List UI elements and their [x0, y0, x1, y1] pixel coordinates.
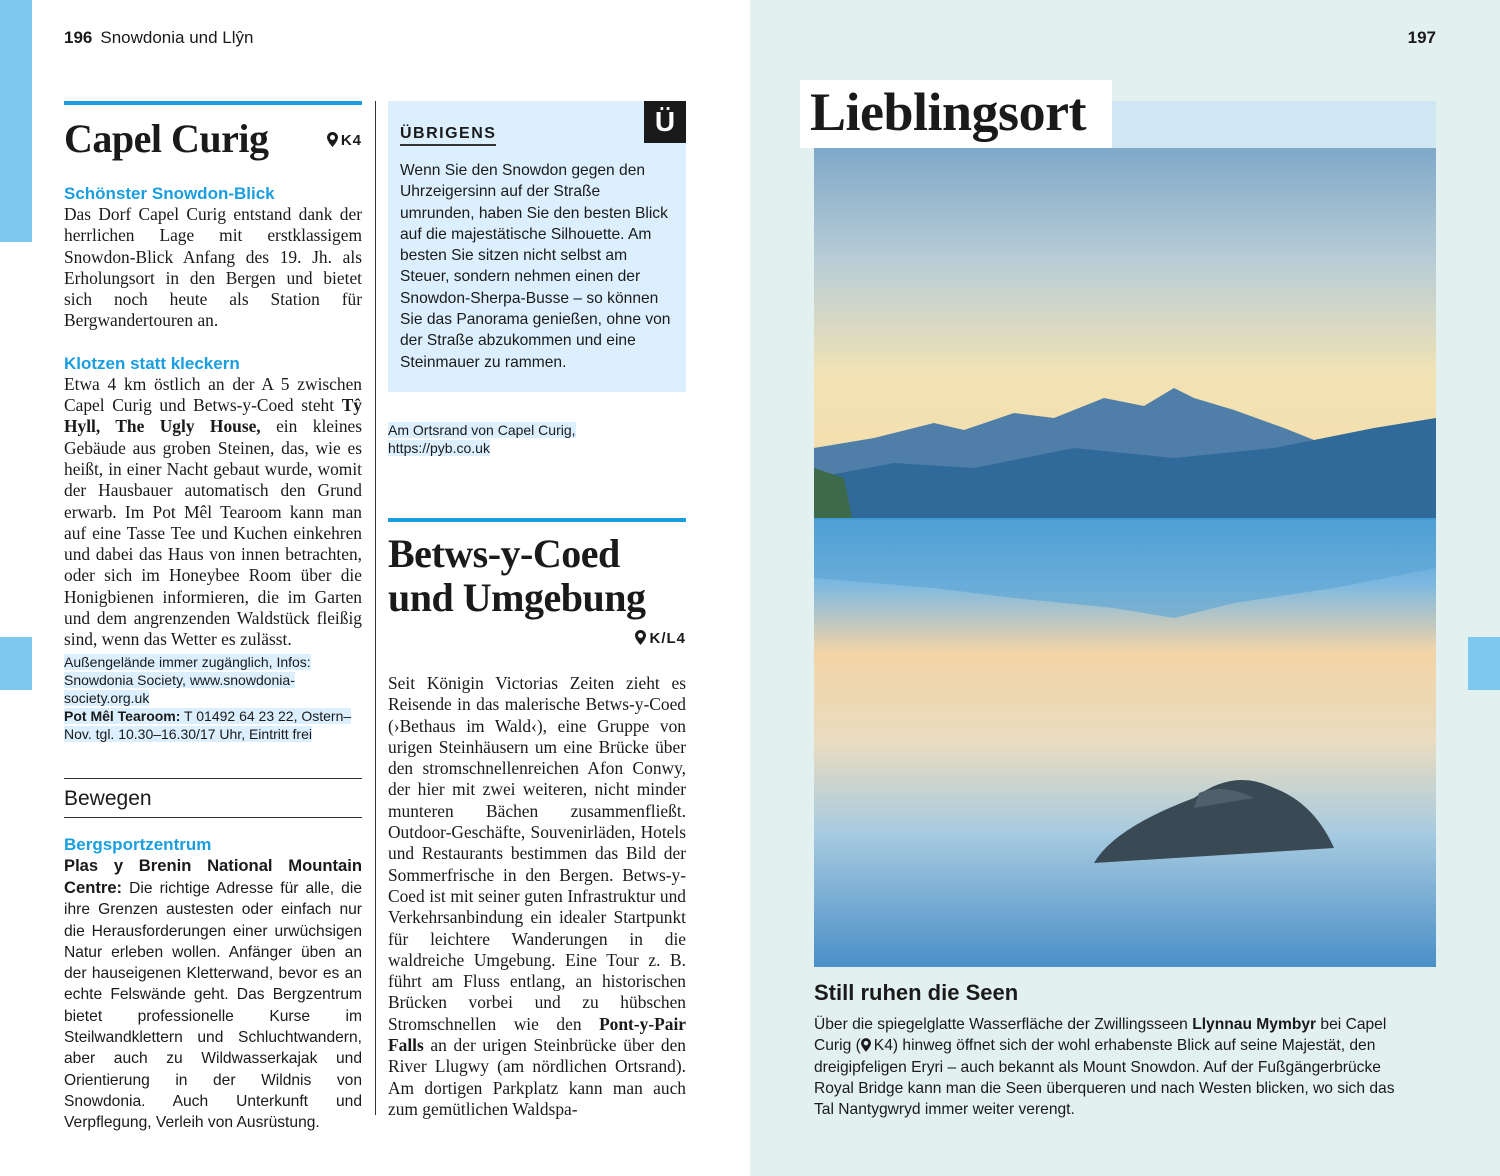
box-heading: ÜBRIGENS [400, 125, 496, 146]
capel-curig-section [64, 101, 362, 1134]
subhead: Bergsportzentrum [64, 834, 212, 854]
chapter-tab [1468, 637, 1500, 690]
info-block: Am Ortsrand von Capel Curig, https://pyb.co.uk [388, 422, 576, 457]
paragraph: Etwa 4 km östlich an der A 5 zwischen Capel Curig und Betws-y-Coed steht Tŷ Hyll, The Ugly House, ein kleines Gebäude aus groben Steinen, das, wie es heißt, in einer Nacht gebaut wurde, womit der Hausbauer automatisch den Grund erwarb. Im Pot Mêl Tearoom kann man auf eine Tasse Tee und Kuchen einkehren und dabei das Haus von innen betrachten, oder sich im Honeybee Room über die Honigbienen informieren, die im Garten und dem angrenzenden Waldstück fleißig sind, wenn das Wetter es zulässt. [64, 373, 363, 650]
chapter-title: Snowdonia und Llŷn [100, 28, 254, 47]
section-title: Betws-y-Coed und Umgebung [388, 531, 646, 620]
paragraph: Seit Königin Victorias Zeiten zieht es Reisende in das malerische Betws-y-Coed (›Bethaus im Wald‹), eine Gruppe von urigen Steinhäusern um eine Brücke über den stromschnellenreichen Afon Conwy, der hier mit zwei weiteren, nicht minder munteren Bächen zusammenfließt. Outdoor-Geschäfte, Souvenirläden, Hotels und Restaurants bestimmen das Bild der Sommerfrische in den Bergen. Betws-y-Coed ist mit seiner guten Infrastruktur und Verkehrsanbindung ein idealer Startpunkt für leichtere Wanderungen in die waldreiche Umgebung. Eine Tour z. B. führt am Fluss entlang, an historischen Brücken vorbei und zu hübschen Stromschnellen wie den Pont-y-Pair Falls an der urigen Steinbrücke über den River Llugwy (am nördlichen Ortsrand). Am dortigen Parkplatz kann man auch zum gemütlichen Waldspa- [388, 673, 686, 1119]
uebrigens-box [388, 101, 686, 392]
box-text: Wenn Sie den Snowdon gegen den Uhrzeigersinn auf der Straße umrunden, haben Sie den besten Blick auf die majestätische Silhouette. Am besten Sie sitzen nicht selbst am Steuer, sondern nehmen einen der Snowdon-Sherpa-Busse – so können Sie das Panorama genießen, ohne von der Straße abzukommen und eine Steinmauer zu rammen. [400, 162, 671, 371]
map-pin-icon [861, 1038, 871, 1052]
section-rule [64, 101, 362, 105]
section-rule [388, 518, 686, 522]
running-head [64, 28, 254, 48]
betws-section [388, 518, 686, 1120]
paragraph: Plas y Brenin National Mountain Centre: Die richtige Adresse für alle, die ihre Grenzen austesten oder einfach nur die Herausforderungen einer urwüchsigen Natur erleben wollen. Anfänger üben an der hauseigenen Kletterwand, bevor es an echte Felswände geht. Das Bergzentrum bietet professionelle Kurse im Steilwandklettern und Schluchtwandern, aber auch zu Wildwasserkajak und Orientierung in der Wildnis von Snowdonia. Auch Unterkunft und Verpflegung, Verleih von Ausrüstung. [64, 855, 362, 1132]
section-heading: Bewegen [64, 786, 152, 810]
page-number: 197 [1407, 28, 1436, 47]
info-block: Außengelände immer zugänglich, Infos: Snowdonia Society, www.snowdonia-society.org.uk Pot Mêl Tearoom: T 01492 64 23 22, Ostern–Nov. tgl. 10.30–16.30/17 Uhr, Eintritt frei [64, 653, 352, 743]
feature-heading: Lieblingsort [800, 80, 1112, 148]
uebrigens-badge: Ü [644, 101, 686, 143]
map-pin-icon [327, 132, 338, 147]
bewegen-heading-bar [64, 778, 362, 818]
photo-frame-top [1112, 101, 1436, 148]
paragraph: Das Dorf Capel Curig entstand dank der herrlichen Lage mit erstklassigem Snowdon-Blick Anfang des 19. Jh. als Erholungsort in den Bergen und bietet sich noch heute als Station für Bergwandertouren an. [64, 204, 362, 331]
map-pin-icon [635, 630, 646, 645]
subhead: Schönster Snowdon-Blick [64, 184, 275, 203]
section-title: Capel Curig [64, 116, 269, 161]
chapter-tab [0, 0, 32, 242]
chapter-tab [0, 637, 32, 690]
column-divider [375, 101, 376, 1115]
map-ref: K4 [327, 132, 362, 149]
caption-title: Still ruhen die Seen [814, 980, 1019, 1005]
lake-mountain-reflection-photo [814, 148, 1436, 967]
map-ref: K/L4 [388, 630, 686, 647]
subhead: Klotzen statt kleckern [64, 353, 240, 373]
caption-text: Über die spiegelglatte Wasserfläche der Zwillingsseen Llynnau Mymbyr bei Capel Curig ( K4) hinweg öffnet sich der wohl erhabenste Blick auf seine Majestät, den dreigipfeligen Eryri – auch bekannt als Mount Snowdon. Auf der Fußgängerbrücke Royal Bridge kann man die Seen überqueren und nach Westen blicken, wo sich das Tal Nantygwryd immer weiter verengt. [814, 1016, 1395, 1119]
page-number: 196 [64, 28, 93, 47]
